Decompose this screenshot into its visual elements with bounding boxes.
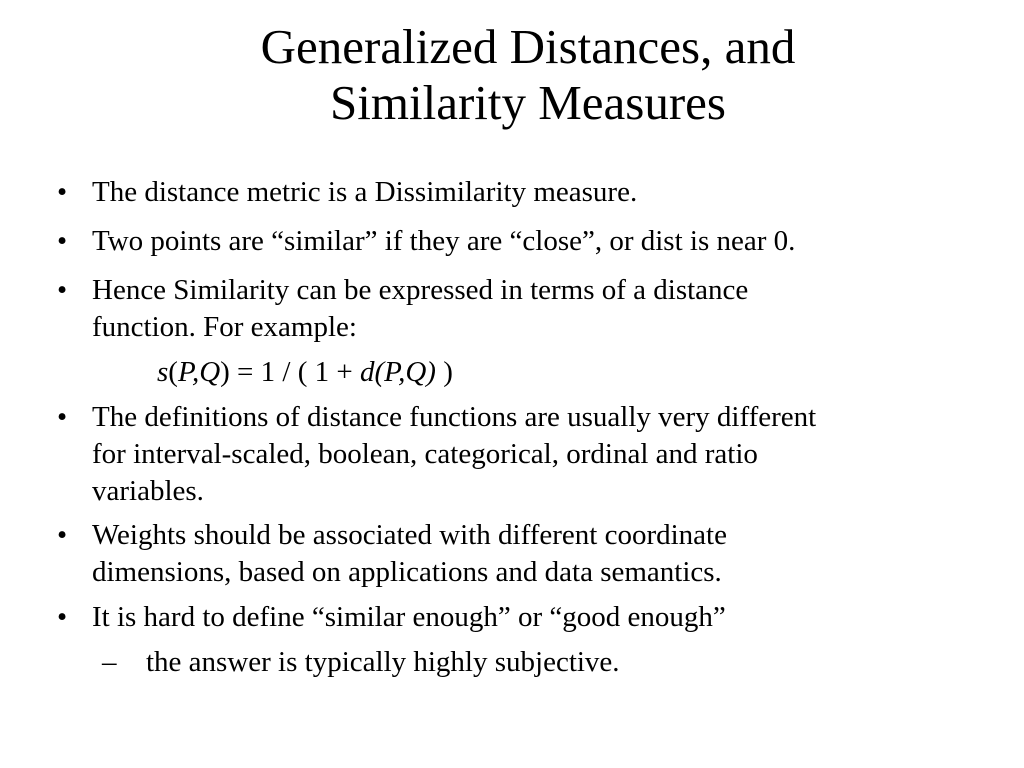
bullet-text [92, 399, 962, 510]
bullet-text [92, 599, 962, 636]
bullet-line: for interval-scaled, boolean, categorical, ordinal and ratio [92, 438, 758, 470]
bullet-marker: • [57, 274, 68, 306]
formula-d: d(P,Q) [359, 356, 436, 388]
bullet-text [92, 517, 962, 591]
bullet-line: function. For example: [92, 311, 357, 343]
dash-marker: – [102, 646, 117, 678]
bullet-line: The definitions of distance functions are usually very different [92, 401, 817, 433]
title-line-2: Similarity Measures [329, 75, 727, 130]
similarity-formula [157, 354, 453, 391]
bullet-line: dimensions, based on applications and data semantics. [92, 556, 722, 588]
formula-close: ) [435, 356, 453, 388]
bullet-marker: • [57, 401, 68, 433]
formula-pq: P,Q [177, 356, 221, 388]
bullet-line: It is hard to define “similar enough” or “good enough” [92, 601, 726, 633]
bullet-marker: • [57, 601, 68, 633]
slide-title [0, 19, 1024, 131]
bullet-text [92, 272, 962, 346]
bullet-line: Hence Similarity can be expressed in terms of a distance [92, 274, 749, 306]
title-line-1: Generalized Distances, and [260, 19, 796, 74]
bullet-text [92, 174, 962, 211]
formula-rest: ) = 1 / ( 1 + [220, 356, 360, 388]
formula-s: s [157, 356, 169, 388]
bullet-text [92, 223, 962, 260]
bullet-line: Two points are “similar” if they are “close”, or dist is near 0. [92, 225, 796, 257]
bullet-line: The distance metric is a Dissimilarity measure. [92, 176, 638, 208]
bullet-marker: • [57, 176, 68, 208]
bullet-line: Weights should be associated with different coordinate [92, 519, 727, 551]
sub-bullet-text: the answer is typically highly subjective. [146, 646, 620, 678]
formula-open: ( [168, 356, 178, 388]
bullet-line: variables. [92, 475, 204, 507]
bullet-marker: • [57, 519, 68, 551]
bullet-marker: • [57, 225, 68, 257]
